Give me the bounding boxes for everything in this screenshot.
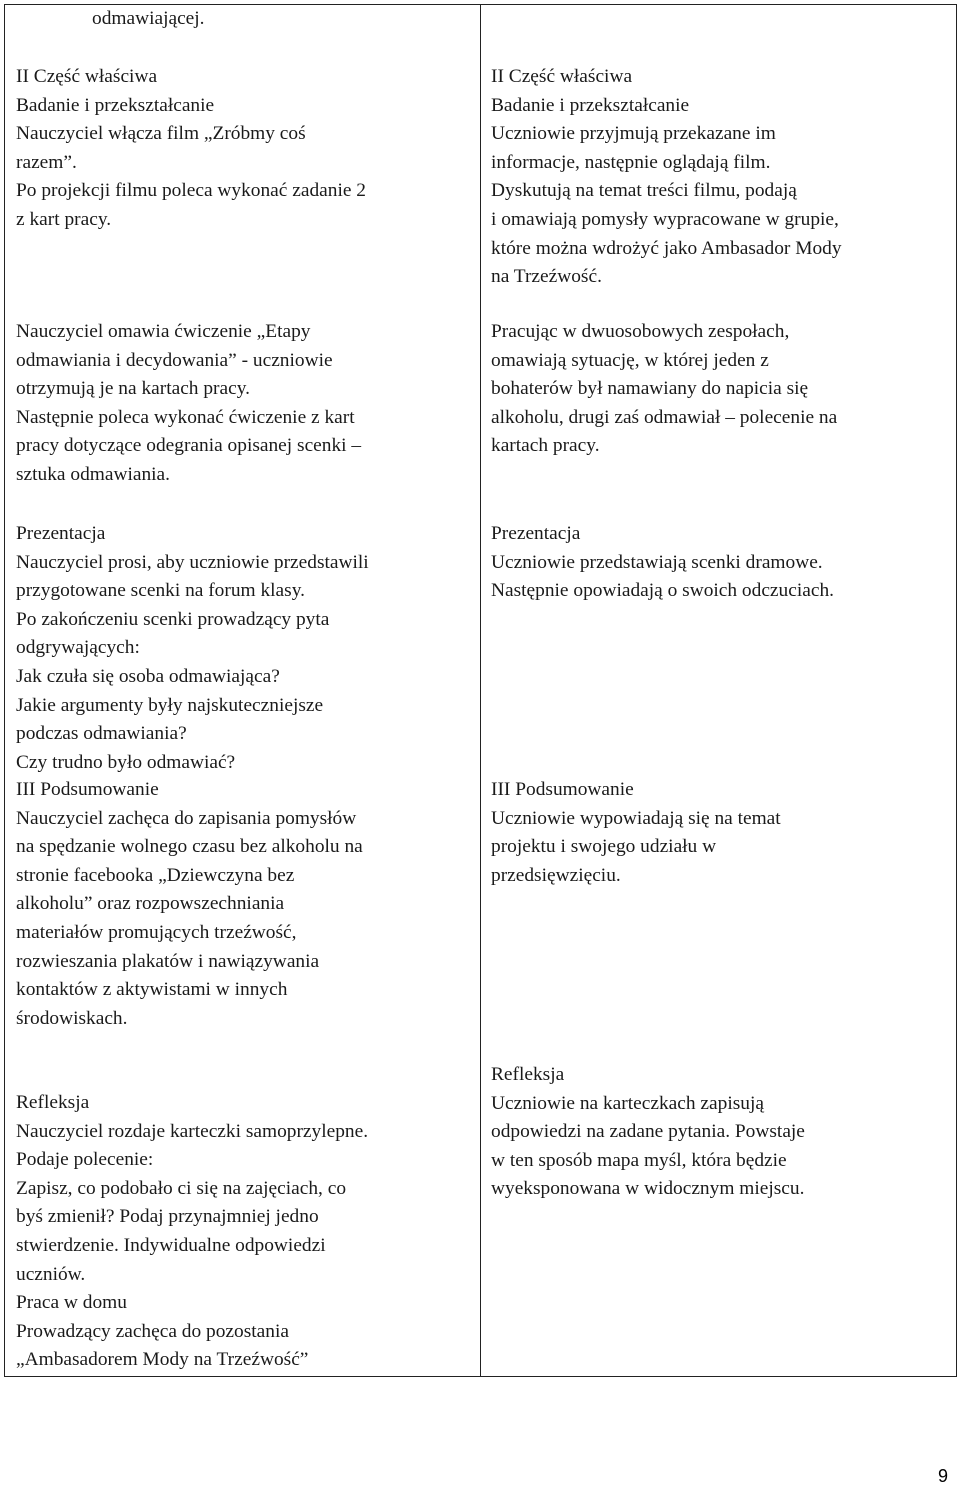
text-line: stronie facebooka „Dziewczyna bez xyxy=(16,864,295,886)
text-line: przygotowane scenki na forum klasy. xyxy=(16,580,305,602)
text-line: kontaktów z aktywistami w innych xyxy=(16,979,288,1001)
text-line: Nauczyciel prosi, aby uczniowie przedstawili xyxy=(16,551,369,573)
text-line: Jakie argumenty były najskuteczniejsze xyxy=(16,694,324,716)
lesson-plan-table xyxy=(4,4,957,1377)
text-line: środowiskach. xyxy=(16,1007,128,1029)
section-heading: II Część właściwa xyxy=(491,66,633,87)
left-block-presentation xyxy=(16,520,466,777)
text-line: Uczniowie przyjmują przekazane im xyxy=(491,123,776,145)
text-line: Uczniowie przedstawiają scenki dramowe. xyxy=(491,551,823,573)
text-line: Nauczyciel rozdaje karteczki samoprzylepne. xyxy=(16,1120,369,1142)
text-line: omawiają sytuację, w której jeden z xyxy=(491,349,769,371)
left-block-1 xyxy=(16,5,466,34)
right-block-summary xyxy=(491,776,946,890)
text-line: odmawiania i decydowania” - uczniowie xyxy=(16,349,333,371)
text-line: odgrywających: xyxy=(16,637,140,659)
section-heading: Prezentacja xyxy=(491,523,581,544)
text-line: projektu i swojego udziału w xyxy=(491,836,717,858)
text-line: Nauczyciel omawia ćwiczenie „Etapy xyxy=(16,321,311,342)
text-line: w ten sposób mapa myśl, która będzie xyxy=(491,1149,787,1171)
text-line: które można wdrożyć jako Ambasador Mody xyxy=(491,237,842,259)
text-line: materiałów promujących trzeźwość, xyxy=(16,921,297,943)
text-line: Po projekcji filmu poleca wykonać zadanie 2 xyxy=(16,180,366,202)
text-line: Czy trudno było odmawiać? xyxy=(16,751,236,773)
text-line: Uczniowie wypowiadają się na temat xyxy=(491,807,781,829)
section-heading: III Podsumowanie xyxy=(491,779,634,800)
text-line: na Trzeźwość. xyxy=(491,266,602,288)
text-line: informacje, następnie oglądają film. xyxy=(491,151,771,173)
text-line: Po zakończeniu scenki prowadzący pyta xyxy=(16,608,330,630)
left-block-part-two xyxy=(16,63,466,235)
text-line: stwierdzenie. Indywidualne odpowiedzi xyxy=(16,1234,326,1256)
text-line: Uczniowie na karteczkach zapisują xyxy=(491,1092,764,1114)
text-line: i omawiają pomysły wypracowane w grupie, xyxy=(491,208,839,230)
text-line: przedsięwzięciu. xyxy=(491,864,621,886)
section-heading: Praca w domu xyxy=(16,1292,127,1314)
text-line: Jak czuła się osoba odmawiająca? xyxy=(16,665,280,687)
right-block-reflection xyxy=(491,1061,946,1204)
text-line: z kart pracy. xyxy=(16,208,112,230)
text-line: Pracując w dwuosobowych zespołach, xyxy=(491,321,790,342)
section-heading: Refleksja xyxy=(16,1092,90,1113)
text-line: odpowiedzi na zadane pytania. Powstaje xyxy=(491,1121,805,1143)
text-line: Dyskutują na temat treści filmu, podają xyxy=(491,180,797,202)
text-line: uczniów. xyxy=(16,1263,86,1285)
text-line: pracy dotyczące odegrania opisanej scenki – xyxy=(16,435,362,457)
text-line: alkoholu” oraz rozpowszechniania xyxy=(16,893,285,915)
right-block-presentation xyxy=(491,520,946,606)
text-line: Zapisz, co podobało ci się na zajęciach, co xyxy=(16,1177,347,1199)
section-heading: II Część właściwa xyxy=(16,66,158,87)
left-block-summary xyxy=(16,776,466,1033)
text-line: kartach pracy. xyxy=(491,435,600,457)
right-block-pairs xyxy=(491,318,946,461)
text-line: na spędzanie wolnego czasu bez alkoholu na xyxy=(16,836,363,858)
text-line: rozwieszania plakatów i nawiązywania xyxy=(16,950,320,972)
text-line: Nauczyciel włącza film „Zróbmy coś xyxy=(16,123,306,145)
text-line: Prowadzący zachęca do pozostania xyxy=(16,1320,289,1342)
text-line: alkoholu, drugi zaś odmawiał – polecenie na xyxy=(491,406,838,428)
right-block-part-two xyxy=(491,63,946,292)
text-line: otrzymują je na kartach pracy. xyxy=(16,378,251,400)
text-line: Następnie opowiadają o swoich odczuciach. xyxy=(491,580,834,602)
text-line: Następnie poleca wykonać ćwiczenie z kart xyxy=(16,406,355,428)
text-line: byś zmienił? Podaj przynajmniej jedno xyxy=(16,1206,319,1228)
text-line: razem”. xyxy=(16,151,77,173)
text-line: Podaje polecenie: xyxy=(16,1149,154,1171)
section-heading: III Podsumowanie xyxy=(16,779,159,800)
text-line: podczas odmawiania? xyxy=(16,723,187,745)
text-line: wyeksponowana w widocznym miejscu. xyxy=(491,1178,805,1200)
text-line: Badanie i przekształcanie xyxy=(16,94,215,116)
section-heading: Refleksja xyxy=(491,1064,565,1085)
text-line: „Ambasadorem Mody na Trzeźwość” xyxy=(16,1349,309,1371)
student-activities-column xyxy=(481,5,956,1376)
left-block-reflection xyxy=(16,1089,466,1375)
page-number: 9 xyxy=(937,1466,948,1486)
text-line: Badanie i przekształcanie xyxy=(491,94,690,116)
section-heading: Prezentacja xyxy=(16,523,106,544)
text-line: Nauczyciel zachęca do zapisania pomysłów xyxy=(16,807,357,829)
text-line: bohaterów był namawiany do napicia się xyxy=(491,378,809,400)
teacher-activities-column xyxy=(5,5,481,1376)
text-line: odmawiającej. xyxy=(92,8,205,29)
left-block-exercise xyxy=(16,318,466,490)
text-line: sztuka odmawiania. xyxy=(16,463,170,485)
